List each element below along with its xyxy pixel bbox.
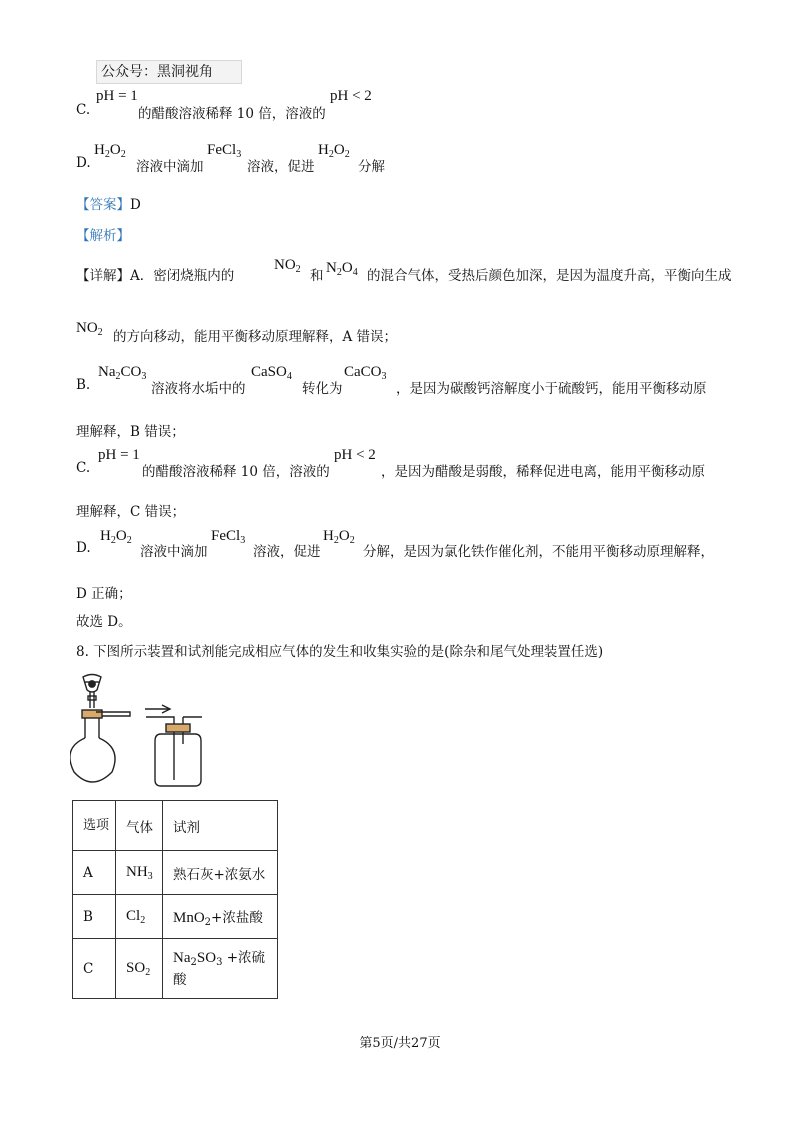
answer-value: D xyxy=(130,197,141,213)
flask-with-funnel xyxy=(70,675,130,783)
question-8-stem: 8. 下图所示装置和试剂能完成相应气体的发生和收集实验的是(除杂和尾气处理装置任选) xyxy=(76,644,604,660)
answer-line xyxy=(76,193,141,213)
watermark: 公众号：黑洞视角 xyxy=(96,60,242,84)
detail-b-line2: 理解释，B 错误； xyxy=(76,424,185,440)
header-reagent: 试剂 xyxy=(163,801,278,851)
detail-b-formula-na2co3: $Na_2CO_3$ xyxy=(98,364,147,382)
detail-a-formula-no2-2: $NO_2$ xyxy=(76,320,103,338)
option-d-formula-fecl3: FeCl$_3$ xyxy=(207,142,242,160)
row-b-gas: $Cl_2$ xyxy=(116,895,163,939)
detail-d-letter: D. xyxy=(76,540,91,556)
detail-c-letter: C. xyxy=(76,460,91,476)
detail-label: 【详解】 xyxy=(76,268,130,284)
row-b-option: B xyxy=(73,895,116,939)
detail-d-formula-h2o2-2: $H_2O_2$ xyxy=(323,528,355,546)
gas-collecting-bottle xyxy=(145,705,202,786)
analysis-label: 【解析】 xyxy=(76,228,130,244)
detail-d-text-1: 溶液中滴加 xyxy=(140,544,208,560)
table-row xyxy=(73,851,278,895)
option-d-formula-h2o2-2: $H_2O_2$ xyxy=(318,142,350,160)
option-c-math-ph1: pH = 1 xyxy=(96,88,138,104)
option-d-formula-h2o2: $H_2O_2$ xyxy=(94,142,126,160)
detail-d-line2: D 正确； xyxy=(76,586,132,602)
detail-b-formula-caco3: CaCO$_3$ xyxy=(344,364,387,382)
detail-b-letter: B. xyxy=(76,377,91,393)
detail-d-text-2: 溶液，促进 xyxy=(253,544,321,560)
option-d-text-3: 分解 xyxy=(358,159,385,175)
detail-c-math-ph2: pH < 2 xyxy=(334,447,376,463)
detail-c-math-ph1: pH = 1 xyxy=(98,447,140,463)
detail-a-text-2: 和 xyxy=(310,268,324,284)
option-d-text-1: 溶液中滴加 xyxy=(136,159,204,175)
table-row xyxy=(73,895,278,939)
header-option: 选项 xyxy=(73,801,116,851)
option-c-text: 的醋酸溶液稀释 10 倍，溶液的 xyxy=(138,106,326,122)
row-c-gas: $SO_2$ xyxy=(116,939,163,999)
detail-a-line1 xyxy=(76,264,234,284)
detail-b-text-2: 转化为 xyxy=(302,381,343,397)
detail-b-text-3: ，是因为碳酸钙溶解度小于硫酸钙，能用平衡移动原 xyxy=(396,381,707,397)
header-gas: 气体 xyxy=(116,801,163,851)
row-a-option: A xyxy=(73,851,116,895)
detail-b-text-1: 溶液将水垢中的 xyxy=(151,381,246,397)
row-c-option: C xyxy=(73,939,116,999)
detail-d-formula-h2o2: $H_2O_2$ xyxy=(100,528,132,546)
option-d-letter: D. xyxy=(76,155,91,171)
row-b-reagent: MnO$_2$+浓盐酸 xyxy=(163,895,278,939)
option-d-text-2: 溶液，促进 xyxy=(247,159,315,175)
detail-a-text-1: A．密闭烧瓶内的 xyxy=(130,268,235,284)
answer-label: 【答案】 xyxy=(76,197,130,213)
option-c-letter: C. xyxy=(76,102,91,118)
detail-a-formula-n2o4: $N_2O_4$ xyxy=(326,260,358,278)
detail-a-line2: 的方向移动，能用平衡移动原理解释，A 错误； xyxy=(113,329,398,345)
apparatus-diagram xyxy=(70,668,300,793)
option-c-math-ph2: pH < 2 xyxy=(330,88,372,104)
detail-d-text-3: 分解，是因为氯化铁作催化剂，不能用平衡移动原理解释， xyxy=(363,544,714,560)
table-header-row xyxy=(73,801,278,851)
detail-conclusion: 故选 D。 xyxy=(76,614,132,630)
row-a-gas: $NH_3$ xyxy=(116,851,163,895)
page-footer: 第5页/共27页 xyxy=(359,1036,441,1051)
row-c-reagent: $Na_2SO_3$ +浓硫 酸 xyxy=(163,939,278,999)
options-table xyxy=(72,800,278,999)
detail-b-formula-caso4: CaSO$_4$ xyxy=(251,364,292,382)
detail-c-text-2: ，是因为醋酸是弱酸，稀释促进电离，能用平衡移动原 xyxy=(381,464,705,480)
detail-d-formula-fecl3: FeCl$_3$ xyxy=(211,528,246,546)
detail-a-formula-no2: $NO_2$ xyxy=(274,257,301,275)
table-row xyxy=(73,939,278,999)
detail-c-line2: 理解释，C 错误； xyxy=(76,504,186,520)
detail-a-text-3: 的混合气体，受热后颜色加深，是因为温度升高，平衡向生成 xyxy=(367,268,732,284)
row-a-reagent: 熟石灰+浓氨水 xyxy=(163,851,278,895)
detail-c-text-1: 的醋酸溶液稀释 10 倍，溶液的 xyxy=(142,464,330,480)
